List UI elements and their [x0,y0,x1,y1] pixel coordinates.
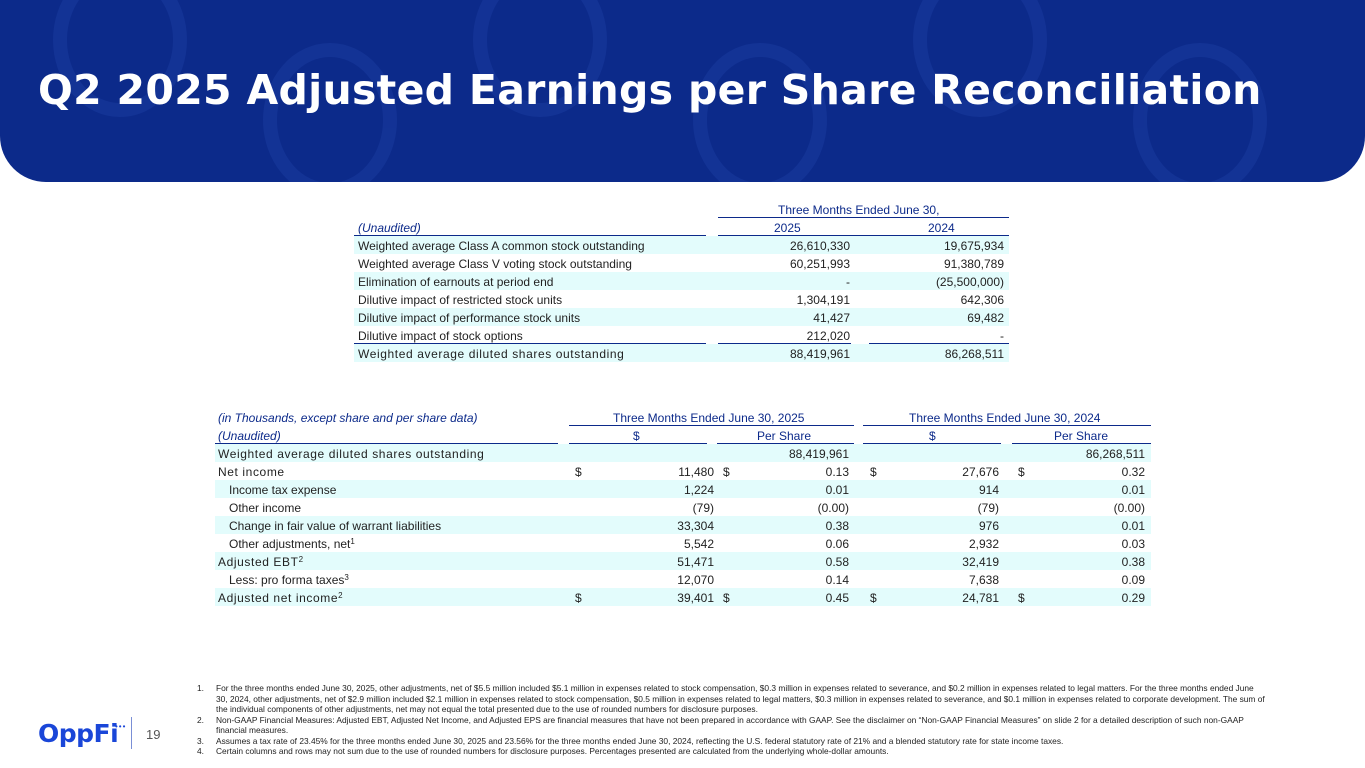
value-2025: 26,610,330 [789,239,850,253]
value-2025-per-share: 0.58 [825,555,849,569]
value-2024: 19,675,934 [943,239,1004,253]
row-label: Elimination of earnouts at period end [358,275,554,289]
page-title: Q2 2025 Adjusted Earnings per Share Reconciliation [38,66,1262,114]
dollar-sign: $ [1018,465,1025,479]
footnote-ref: 2 [298,555,304,564]
value-2024: 642,306 [960,293,1004,307]
table-row [215,516,1151,534]
footnote-number: 4. [197,746,204,756]
row-label: Dilutive impact of stock options [358,329,523,343]
footnote-text: For the three months ended June 30, 2025, other adjustments, net of $5.5 million included $5.1 million in expenses related to stock compensation, $0.3 million in expenses related to severance, and $0.2 million in expenses related to legal matters. For the three months ended June 30, 2024, other adjustments, net of $2.9 million included $2.1 million in expenses related to stock compensation, $0.5 million in expenses related to legal matters, $0.3 million in expenses related to severance, and $0.1 million in expenses related to corporate development. The sum of the individual components of other adjustments, net may not equal the total presented due to the use of rounded numbers for disclosure purposes. [216,683,1265,714]
value-2025-dollars: 51,471 [677,555,714,569]
row-label: Other income [229,501,302,515]
value-2025-dollars: 5,542 [683,537,714,551]
shares-table [354,200,1009,362]
value-2024-dollars: 7,638 [968,573,999,587]
value-2025-per-share: 0.06 [825,537,849,551]
shares-table-group-header [354,200,1009,218]
footnote-ref: 2 [338,591,344,600]
dollar-sign: $ [870,465,877,479]
dollar-2024-header: $ [929,429,936,443]
logo-dots-icon: ••• [115,722,127,731]
value-2024: 91,380,789 [943,257,1004,271]
value-2025-per-share: (0.00) [817,501,849,515]
value-2025-per-share: 0.38 [825,519,849,533]
value-2024-per-share: 0.38 [1121,555,1145,569]
value-2024-per-share: 0.32 [1121,465,1145,479]
dollar-sign: $ [1018,591,1025,605]
table-row [215,480,1151,498]
row-label: Dilutive impact of restricted stock units [358,293,563,307]
row-label: Other adjustments, net$^1$ [229,537,355,551]
eps-table-column-header [215,426,1151,444]
dollar-sign: $ [723,591,730,605]
table-row [215,444,1151,462]
footnotes [197,683,1267,757]
value-2024-per-share: 86,268,511 [1085,447,1145,461]
value-2024: 69,482 [967,311,1004,325]
shares-table-column-header [354,218,1009,236]
value-2025-dollars: 33,304 [677,519,714,533]
table-row [215,534,1151,552]
value-2025-dollars: 39,401 [677,591,714,605]
value-2025-per-share: 0.45 [825,591,849,605]
row-label: Weighted average diluted shares outstanding [358,347,625,361]
row-label: Income tax expense [229,483,337,497]
footnote-item [197,683,1267,715]
value-2025-per-share: 0.01 [825,483,849,497]
table-row [354,254,1009,272]
unaudited-label: (Unaudited) [218,429,281,443]
row-label: Weighted average Class V voting stock outstanding [358,257,632,271]
eps-table-group-header [215,408,1151,426]
value-2024-per-share: 0.09 [1121,573,1145,587]
row-label: Adjusted EBT$^2$ [218,555,304,569]
logo-wordmark: OppFi [38,719,119,748]
col-2025-header: 2025 [774,221,801,235]
table-row [354,236,1009,254]
value-2025-per-share: 88,419,961 [788,447,849,461]
oppfi-logo [38,719,138,751]
table-row [215,462,1151,480]
value-2025-per-share: 0.13 [825,465,849,479]
footnote-ref: 1 [350,537,355,546]
row-label: Change in fair value of warrant liabilities [229,519,442,533]
value-2025-per-share: 0.14 [825,573,849,587]
value-2025-dollars: 11,480 [678,465,714,479]
value-2024-dollars: 32,419 [962,555,999,569]
value-2024-dollars: 976 [978,519,999,533]
row-label: Dilutive impact of performance stock units [358,311,581,325]
value-2024-dollars: 27,676 [962,465,999,479]
row-label: Less: pro forma taxes$^3$ [229,573,349,587]
dollar-sign: $ [575,465,582,479]
group-2025-header: Three Months Ended June 30, 2025 [613,411,805,425]
group-2024-header: Three Months Ended June 30, 2024 [909,411,1101,425]
footer-divider [131,717,132,749]
footnote-number: 2. [197,714,204,725]
title-banner [0,0,1365,182]
value-2024-per-share: 0.01 [1121,519,1145,533]
eps-reconciliation-table [215,408,1151,606]
per-share-2025-header: Per Share [757,429,812,443]
value-2025: 41,427 [813,311,850,325]
dollar-sign: $ [575,591,582,605]
value-2024: - [1000,329,1004,343]
value-2024-per-share: 0.29 [1121,591,1145,605]
value-2025-dollars: 1,224 [683,483,714,497]
dollar-sign: $ [723,465,730,479]
footnote-item [197,746,1267,757]
value-2025: 212,020 [806,329,850,343]
value-2024-per-share: 0.03 [1121,537,1145,551]
table-row [354,326,1009,344]
footnote-number: 3. [197,735,204,746]
value-2025: - [846,275,850,289]
table-row [354,290,1009,308]
value-2025: 1,304,191 [796,293,850,307]
page-number: 19 [146,727,161,742]
value-2025: 88,419,961 [789,347,850,361]
value-2025: 60,251,993 [789,257,850,271]
row-label: Weighted average Class A common stock outstanding [358,239,645,253]
per-share-2024-header: Per Share [1054,429,1109,443]
footnote-item [197,736,1267,747]
value-2024-dollars: (79) [977,501,999,515]
unaudited-label: (Unaudited) [358,221,421,235]
footnote-text: Assumes a tax rate of 23.45% for the three months ended June 30, 2025 and 23.56% for the three months ended June 30, 2024, reflecting the U.S. federal statutory rate of 21% and a blended statutory rate for state income taxes. [216,735,1064,746]
dollar-sign: $ [870,591,877,605]
value-2024-per-share: 0.01 [1121,483,1145,497]
row-label: Net income [218,465,285,479]
table-units-label: (in Thousands, except share and per share data) [218,411,478,425]
table-row [215,552,1151,570]
footnote-text: Non-GAAP Financial Measures: Adjusted EBT, Adjusted Net Income, and Adjusted EPS are financial measures that have not been prepared in accordance with GAAP. See the disclaimer on “Non-GAAP Financial Measures” on slide 2 for a detailed description of such non-GAAP financial measures. [216,714,1244,735]
group-header-label: Three Months Ended June 30, [778,203,940,217]
dollar-2025-header: $ [633,429,640,443]
value-2024-dollars: 914 [978,483,999,497]
table-row [215,498,1151,516]
value-2025-dollars: (79) [692,501,714,515]
col-2024-header: 2024 [928,221,955,235]
value-2025-dollars: 12,070 [677,573,714,587]
footnote-ref: 3 [344,573,349,582]
footnote-text: Certain columns and rows may not sum due to the use of rounded numbers for disclosure purposes. Percentages presented are calculated from the underlying whole-dollar amounts. [216,746,889,756]
value-2024-per-share: (0.00) [1113,501,1145,515]
value-2024: (25,500,000) [935,275,1004,289]
value-2024-dollars: 2,932 [968,537,999,551]
value-2024: 86,268,511 [944,347,1004,361]
table-row [354,344,1009,362]
table-row [354,272,1009,290]
row-label: Weighted average diluted shares outstanding [218,447,485,461]
value-2024-dollars: 24,781 [962,591,999,605]
table-row [354,308,1009,326]
footnote-number: 1. [197,683,204,693]
table-row [215,588,1151,606]
table-row [215,570,1151,588]
row-label: Adjusted net income$^2$ [218,591,344,605]
footnote-item [197,715,1267,736]
